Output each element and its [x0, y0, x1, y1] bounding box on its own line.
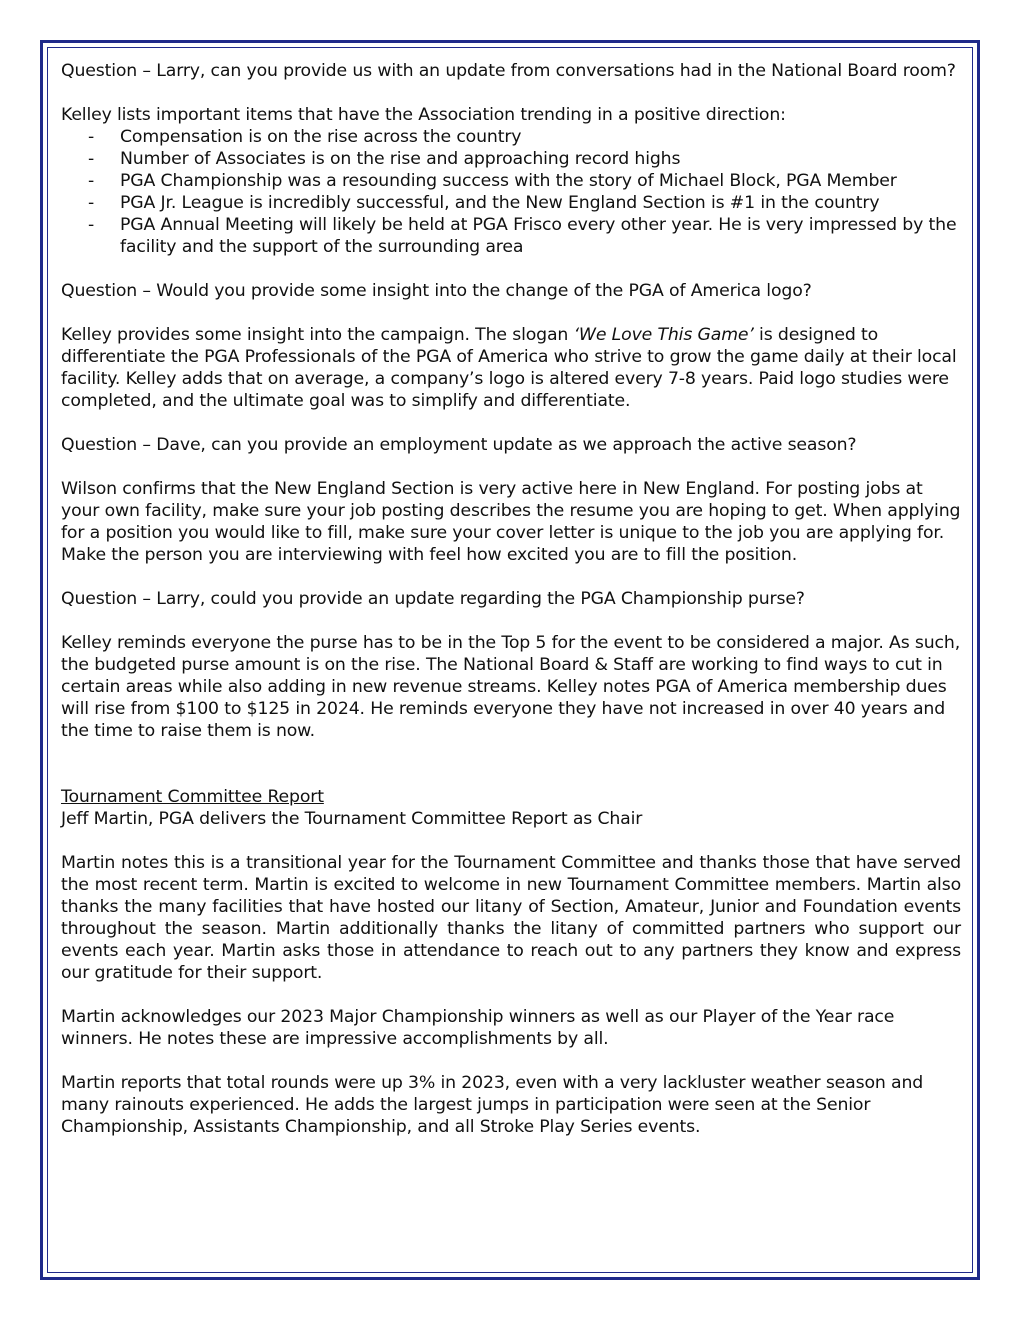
national-board-intro: Kelley lists important items that have the Association trending in a positive direction: [61, 105, 786, 125]
tournament-paragraph: Martin reports that total rounds were up 3% in 2023, even with a very lackluster weather season and many rainouts experienced. He adds the largest jumps in participation were seen at the Senior Championship, Assistants Championship, and all Stroke Play Series events. [61, 1073, 924, 1137]
list-item-text: PGA Championship was a resounding success with the story of Michael Block, PGA Member [120, 171, 897, 191]
question-employment: Question – Dave, can you provide an employment update as we approach the active season? [61, 435, 857, 455]
positive-trends-list [61, 126, 961, 258]
bullet-dash: - [88, 193, 95, 213]
list-item [61, 148, 961, 170]
tournament-paragraph: Martin acknowledges our 2023 Major Championship winners as well as our Player of the Year race winners. He notes these are impressive accomplishments by all. [61, 1007, 895, 1049]
answer-logo-part2: is designed to differentiate the PGA Professionals of the PGA of America who strive to grow the game daily at their local facility. Kelley adds that on average, a company’s logo is altered every 7-8 years. Paid logo studies were completed, and the ultimate goal was to simplify and differentiate. [61, 325, 957, 411]
tournament-committee-subheading: Jeff Martin, PGA delivers the Tournament Committee Report as Chair [61, 809, 643, 829]
answer-purse: Kelley reminds everyone the purse has to be in the Top 5 for the event to be considered a major. As such, the budgeted purse amount is on the rise. The National Board & Staff are working to find ways to cut in certain areas while also adding in new revenue streams. Kelley notes PGA of America membership dues will rise from $100 to $125 in 2024. He reminds everyone they have not increased in over 40 years and the time to raise them is now. [61, 633, 961, 741]
tournament-paragraph: Martin notes this is a transitional year for the Tournament Committee and thanks those that have served the most recent term. Martin is excited to welcome in new Tournament Committee members. Martin also thanks the many facilities that have hosted our litany of Section, Amateur, Junior and Foundation events throughout the season. Martin additionally thanks the litany of committed partners who support our events each year. Martin asks those in attendance to reach out to any partners they know and express our gratitude for their support. [61, 853, 961, 983]
question-logo: Question – Would you provide some insight into the change of the PGA of America logo? [61, 281, 812, 301]
answer-logo [61, 324, 961, 412]
section-spacer [61, 764, 961, 786]
bullet-dash: - [88, 171, 95, 191]
list-item [61, 214, 961, 258]
question-national-board: Question – Larry, can you provide us with an update from conversations had in the National Board room? [61, 61, 956, 81]
list-item [61, 170, 961, 192]
list-item-text: PGA Annual Meeting will likely be held at PGA Frisco every other year. He is very impressed by the facility and the support of the surrounding area [120, 215, 957, 257]
question-purse: Question – Larry, could you provide an update regarding the PGA Championship purse? [61, 589, 805, 609]
list-item-text: PGA Jr. League is incredibly successful, and the New England Section is #1 in the country [120, 193, 880, 213]
tournament-committee-heading: Tournament Committee Report [61, 787, 324, 807]
list-item-text: Number of Associates is on the rise and approaching record highs [120, 149, 681, 169]
list-item [61, 126, 961, 148]
bullet-dash: - [88, 149, 95, 169]
document-body [61, 60, 961, 1160]
bullet-dash: - [88, 127, 95, 147]
list-item [61, 192, 961, 214]
list-item-text: Compensation is on the rise across the country [120, 127, 522, 147]
answer-employment: Wilson confirms that the New England Section is very active here in New England. For posting jobs at your own facility, make sure your job posting describes the resume you are hoping to get. When applying for a position you would like to fill, make sure your cover letter is unique to the job you are applying for. Make the person you are interviewing with feel how excited you are to fill the position. [61, 479, 961, 565]
answer-logo-part1: Kelley provides some insight into the campaign. The slogan [61, 325, 574, 345]
slogan-text: ‘We Love This Game’ [573, 325, 754, 345]
bullet-dash: - [88, 215, 95, 235]
